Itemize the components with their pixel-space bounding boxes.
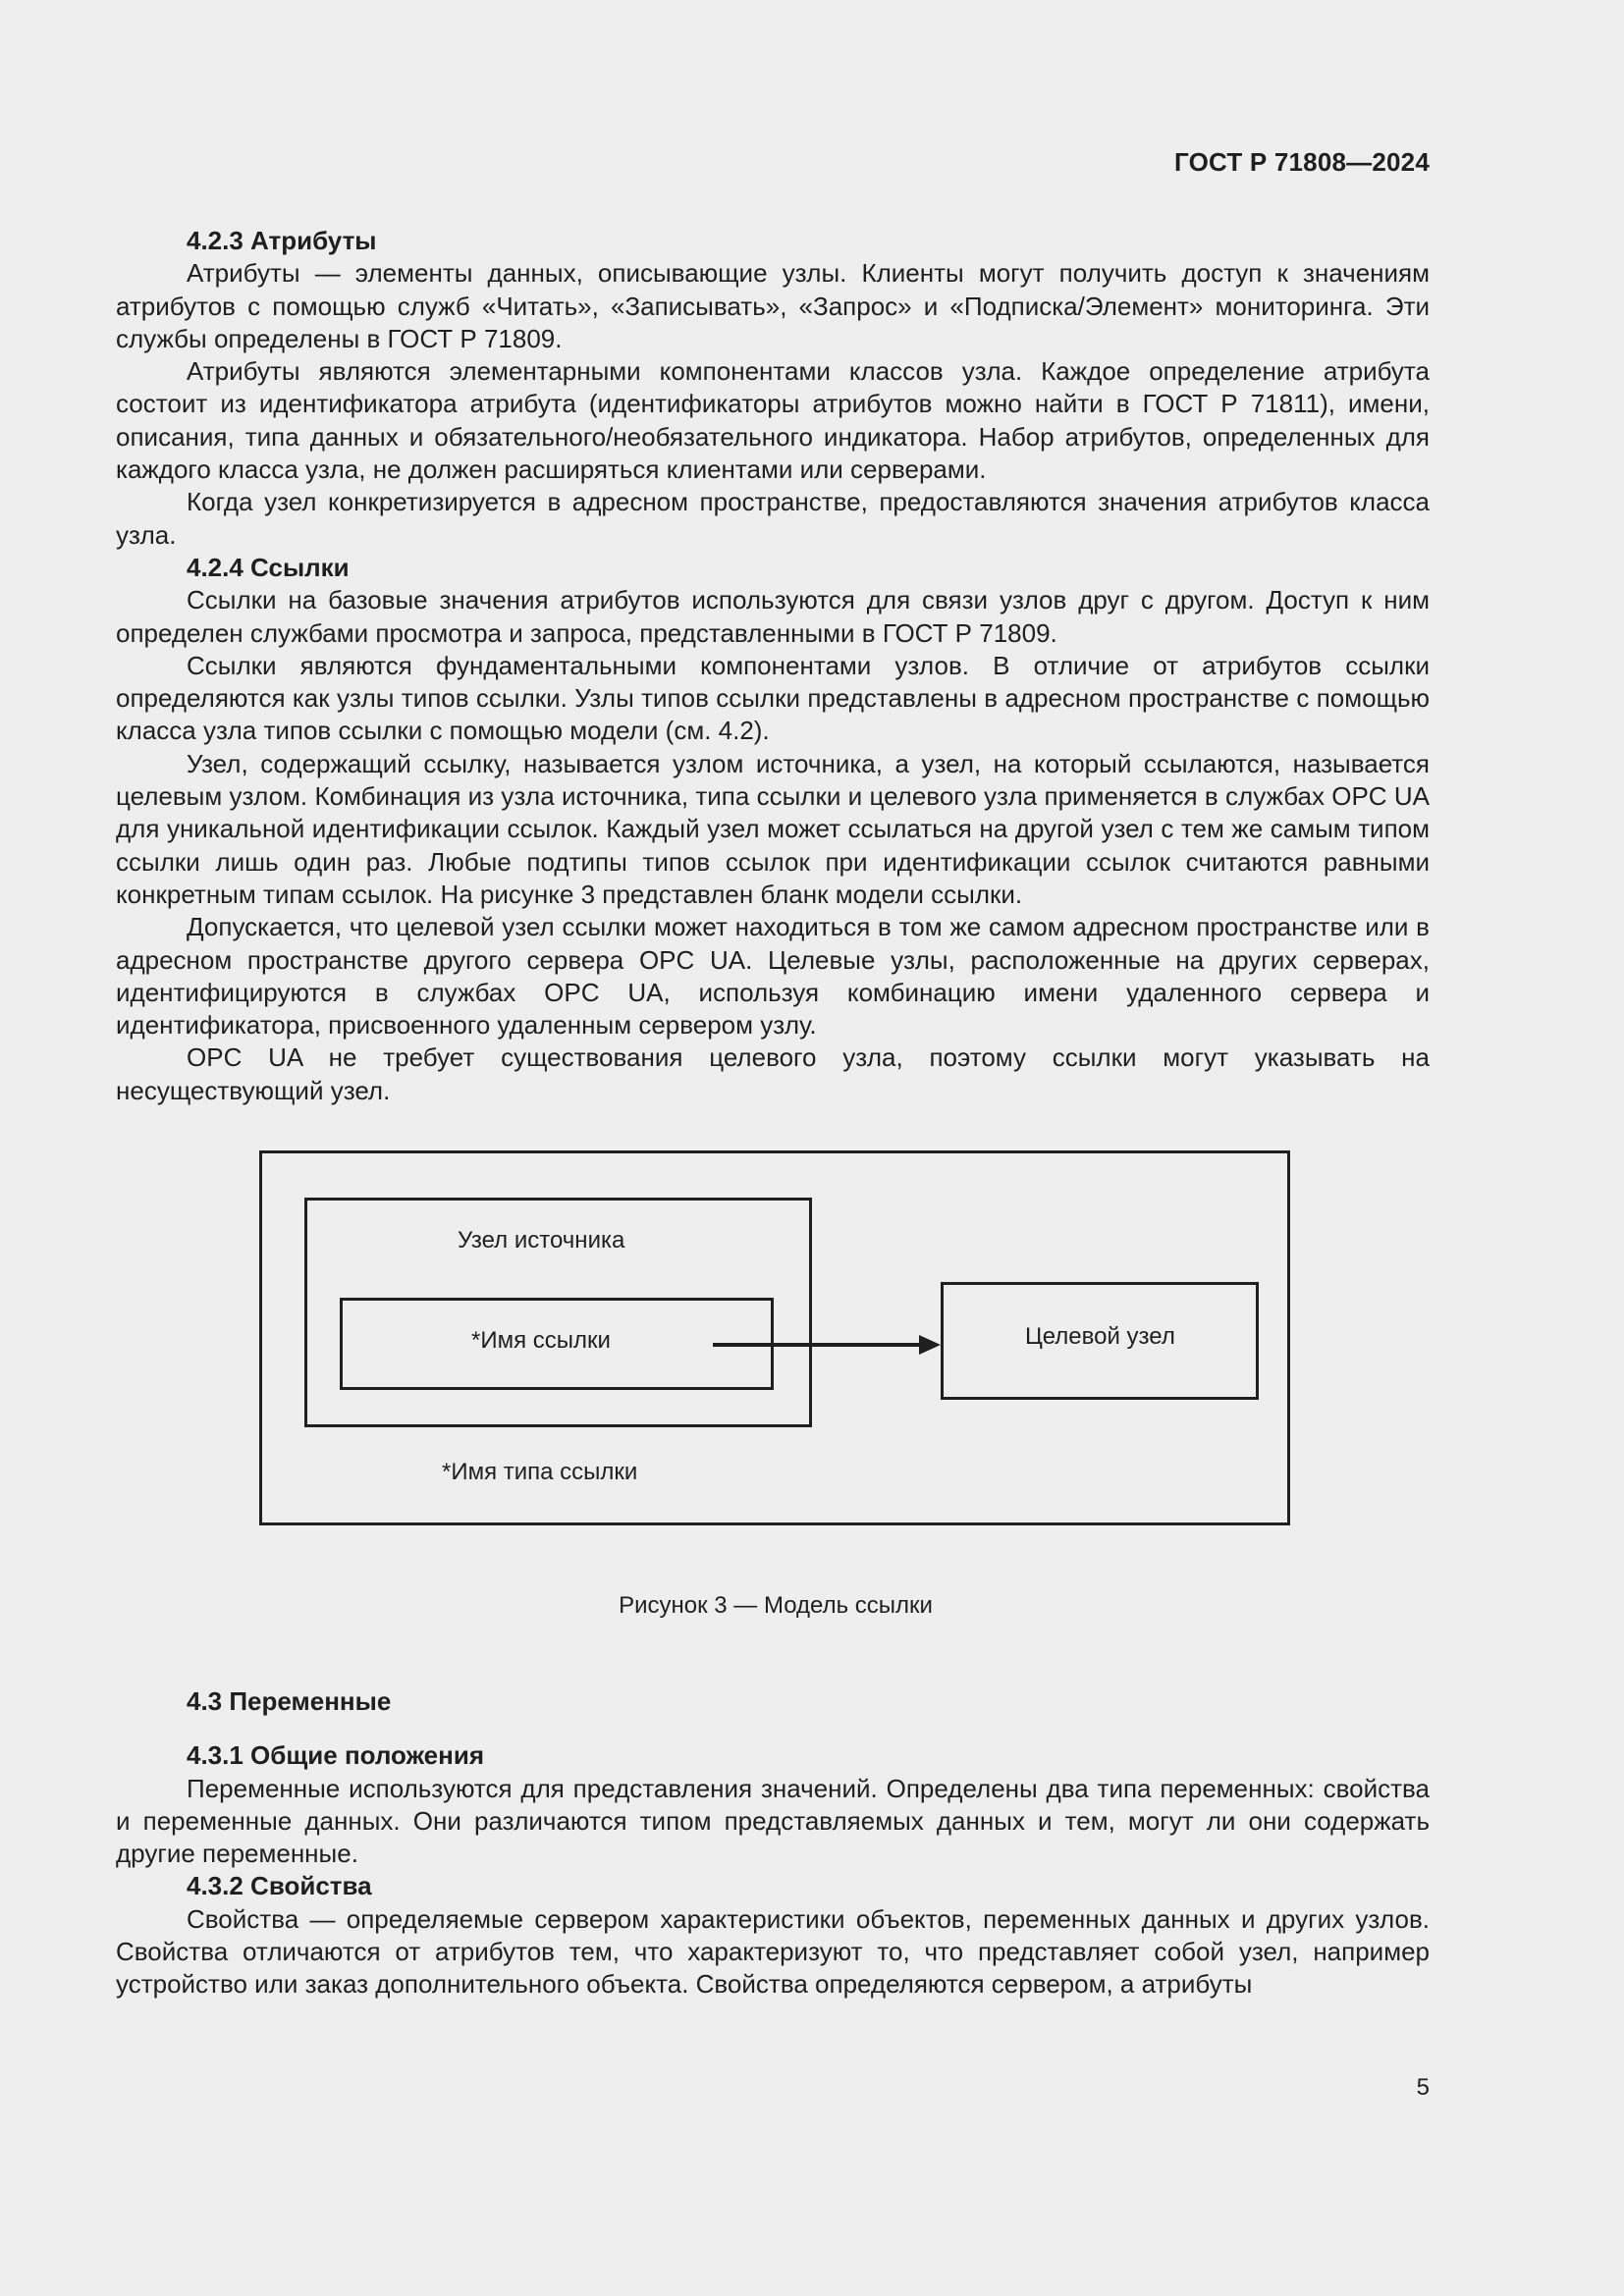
text-block-top [116,225,1430,1107]
text-block-bottom [116,1685,1430,2002]
heading-4-2-4: 4.2.4 Ссылки [187,552,350,582]
figure-caption: Рисунок 3 — Модель ссылки [619,1592,933,1619]
reference-name-label: *Имя ссылки [471,1327,611,1354]
paragraph: OPC UA не требует существования целевого узла, поэтому ссылки могут указывать на несуществующий узел. [116,1042,1430,1105]
source-node-label: Узел источника [458,1227,625,1254]
heading-4-3: 4.3 Переменные [187,1686,392,1716]
target-node-label: Целевой узел [1025,1323,1175,1350]
heading-4-2-3: 4.2.3 Атрибуты [187,226,377,255]
paragraph: Ссылки являются фундаментальными компонентами узлов. В отличие от атрибутов ссылки определяются как узлы типов ссылки. Узлы типов ссылки представлены в адресном пространстве с помощью класса узла типов ссылки с помощью модели (см. 4.2). [116,650,1430,746]
paragraph: Когда узел конкретизируется в адресном пространстве, предоставляются значения атрибутов класса узла. [116,487,1430,550]
heading-4-3-2: 4.3.2 Свойства [187,1871,372,1901]
reference-type-label: *Имя типа ссылки [442,1459,638,1485]
reference-arrow [713,1333,943,1357]
paragraph: Свойства — определяемые сервером характеристики объектов, переменных данных и других узлов. Свойства отличаются от атрибутов тем, что характеризуют то, что представляет собой узел, например устройство или заказ дополнительного объекта. Свойства определяются сервером, а атрибуты [116,1903,1430,2000]
paragraph: Допускается, что целевой узел ссылки может находиться в том же самом адресном пространстве или в адресном пространстве другого сервера OPC UA. Целевые узлы, расположенные на других серверах, идентифицируются в службах OPC UA, используя комбинацию имени удаленного сервера и идентификатора, присвоенного удаленным сервером узлу. [116,912,1430,1041]
paragraph: Узел, содержащий ссылку, называется узлом источника, а узел, на который ссылаются, называется целевым узлом. Комбинация из узла источника, типа ссылки и целевого узла применяется в службах OPC UA для уникальной идентификации ссылок. Каждый узел может ссылаться на другой узел с тем же самым типом ссылки лишь один раз. Любые подтипы типов ссылок при идентификации ссылок считаются равными конкретным типам ссылок. На рисунке 3 представлен бланк модели ссылки. [116,748,1430,909]
heading-4-3-1: 4.3.1 Общие положения [187,1740,484,1771]
page-number: 5 [1416,2074,1430,2101]
paragraph: Ссылки на базовые значения атрибутов используются для связи узлов друг с другом. Доступ к ним определен службами просмотра и запроса, представленными в ГОСТ Р 71809. [116,585,1430,648]
document-code: ГОСТ Р 71808—2024 [1174,147,1430,177]
paragraph: Атрибуты — элементы данных, описывающие узлы. Клиенты могут получить доступ к значениям атрибутов с помощью служб «Читать», «Записывать», «Запрос» и «Подписка/Элемент» мониторинга. Эти службы определены в ГОСТ Р 71809. [116,258,1430,353]
paragraph: Переменные используются для представления значений. Определены два типа переменных: свойства и переменные данных. Они различаются типом представляемых данных и тем, могут ли они содержать другие переменные. [116,1773,1430,1869]
reference-model-figure [259,1150,1288,1523]
paragraph: Атрибуты являются элементарными компонентами классов узла. Каждое определение атрибута состоит из идентификатора атрибута (идентификаторы атрибутов можно найти в ГОСТ Р 71811), имени, описания, типа данных и обязательного/необязательного индикатора. Набор атрибутов, определенных для каждого класса узла, не должен расширяться клиентами или серверами. [116,356,1430,485]
